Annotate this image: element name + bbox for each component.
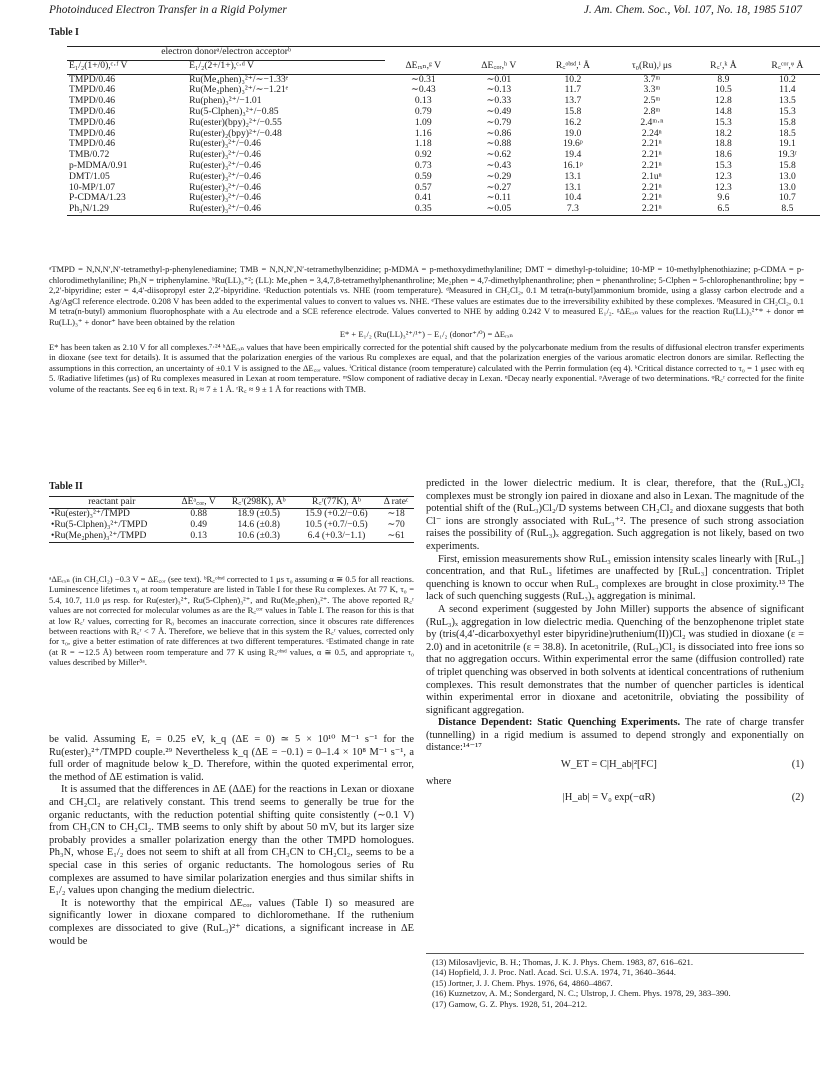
table2-title: Table II (49, 481, 83, 492)
table-cell: Ph₃N/1.29 (69, 203, 109, 215)
equation-2-body: |H_ab| = V₀ exp(−αR) (562, 792, 656, 804)
table-cell: 2.21ⁿ (641, 149, 662, 161)
table-cell: ∼0.27 (486, 181, 512, 193)
left-column (49, 734, 414, 948)
table-cell: 18.5 (779, 127, 796, 139)
table-row (49, 531, 414, 543)
table-cell: TMPD/0.46 (69, 105, 116, 117)
table-cell: 18.2 (715, 127, 732, 139)
table1-equation: E* + E₁/₂ (Ru(LL)₃²⁺/¹⁺) − E₁/₂ (donor⁺/⁰) = ΔEᵣₓₙ (339, 329, 514, 339)
table-cell: 3.3ᵐ (643, 84, 661, 96)
table2 (49, 496, 414, 543)
table-cell: 15.9 (+0.2/−0.6) (305, 509, 368, 519)
table-cell: 19.6ᵖ (562, 138, 583, 150)
table-row (49, 520, 414, 531)
equation-1-body: W_ET = C|H_ab|²[FC] (560, 759, 657, 771)
table-cell: 15.3 (779, 105, 796, 117)
equation-2-number: (2) (791, 792, 804, 804)
table-cell: Ru(Me₂phen)₃²⁺/∼−1.21ᵉ (189, 84, 289, 96)
table1-col-header: ΔEᵣₓₙ,ᵍ V (385, 60, 461, 74)
table-cell: 15.8 (779, 116, 796, 128)
table-cell: Ru(ester)(bpy)₂²⁺/−0.55 (189, 116, 282, 128)
table-cell: 12.3 (715, 181, 732, 193)
table1-col-header: ΔE꜀ₒᵣ,ʰ V (461, 60, 536, 74)
table-row (67, 107, 820, 118)
table-cell: Ru(ester)₃²⁺/−0.46 (189, 181, 261, 193)
table-cell: Ru(ester)₃²⁺/−0.46 (189, 138, 261, 150)
left-paragraph-3: It is noteworthy that the empirical ΔE꜀ₒᵣ values (Table I) so measured are significantly lower in dioxane compared to dichloromethane. If the ruthenium complexes are dissociated to give (RuL₃)²⁺ dications, a significant increase in ΔE would be (49, 897, 414, 947)
table-cell: 7.3 (566, 203, 579, 215)
table1-title: Table I (49, 27, 79, 38)
journal-citation: J. Am. Chem. Soc., Vol. 107, No. 18, 1985 5107 (583, 4, 802, 16)
table-cell: Ru(ester)₃²⁺/−0.46 (189, 149, 261, 161)
table1-group-header: electron donorᵃ/electron acceptorᵇ (67, 47, 385, 61)
table-cell: 2.21ⁿ (641, 192, 662, 204)
table-cell: Ru(5-Clphen)₃²⁺/−0.85 (189, 105, 279, 117)
table-cell: ∼61 (387, 531, 405, 541)
table-cell: Ru(ester)₂(bpy)²⁺/−0.48 (189, 127, 282, 139)
table-cell: 1.18 (414, 138, 432, 150)
table-cell: ∼0.05 (486, 203, 512, 215)
reference-16: (16) Kuznetzov, A. M.; Sondergard, N. C.; Ulstrop, J. Chem. Phys. 1978, 29, 383–390. (432, 988, 731, 999)
right-paragraph-1: predicted in the lower dielectric medium. It is clear, therefore, that the (RuL₃)Cl₂ complexes must be strongly ion paired in dioxane and also in Lexan. The magnitude of the potential shift of the (RuL₃)Cl₂/D systems between CH₂Cl₂ and dioxane suggests that both Cl⁻ ions are strongly associated with RuL₃⁺². The presence of such strong association raises the possibility of (RuL₃)ₓ aggregation. Such aggregation is not likely, based on two experiments. (426, 478, 804, 552)
table-cell: 3.7ᵐ (643, 73, 661, 85)
table-cell: 14.6 (±0.8) (237, 520, 280, 530)
table-row (67, 161, 820, 172)
table-cell: 13.1 (564, 181, 582, 193)
table-row (67, 74, 820, 85)
table1-col-header: R꜀ᵒᵇˢᵈ,ⁱ Å (536, 60, 609, 74)
table-cell: ∼0.01 (486, 73, 512, 85)
table-cell: 10-MP/1.07 (69, 181, 116, 193)
table-cell: 10.2 (779, 73, 796, 85)
table-cell: 14.8 (715, 105, 732, 117)
table-cell: 8.9 (717, 73, 730, 85)
where-label: where (426, 775, 452, 787)
table2-col-header: ΔEᵃ꜀ₒᵣ, V (181, 497, 216, 507)
table-cell: 10.6 (±0.3) (237, 531, 280, 541)
table-cell: ∼0.11 (486, 192, 512, 204)
table-cell: 2.21ⁿ (641, 159, 662, 171)
table-cell: TMPD/0.46 (69, 127, 116, 139)
right-paragraph-4 (426, 717, 804, 755)
table-cell: 13.1 (564, 170, 582, 182)
table-cell: ∼0.88 (486, 138, 512, 150)
table-cell: TMPD/0.46 (69, 84, 116, 96)
table-cell: 0.41 (414, 192, 432, 204)
table-row (67, 96, 820, 107)
table-cell: 12.8 (715, 95, 732, 107)
table-cell: Ru(ester)₃²⁺/−0.46 (189, 170, 261, 182)
table2-col-header: Δ rateᶜ (383, 497, 409, 507)
table-cell: 10.2 (564, 73, 582, 85)
table-cell: 10.5 (715, 84, 732, 96)
table-cell: 19.4 (564, 149, 582, 161)
table-cell: 8.5 (781, 203, 794, 215)
table-cell: ∼0.79 (486, 116, 512, 128)
table-cell: 6.5 (717, 203, 730, 215)
table-cell: 13.0 (779, 181, 796, 193)
table-row (49, 509, 414, 521)
table-cell: ∼0.33 (486, 95, 512, 107)
table-cell: 18.8 (715, 138, 732, 150)
table-cell: 2.21ⁿ (641, 203, 662, 215)
table-cell: 0.57 (414, 181, 432, 193)
table-row (67, 85, 820, 96)
table1-col-header: R꜀ᶜᵒʳ,ᵠ Å (753, 60, 820, 74)
reference-13: (13) Milosavljevic, B. H.; Thomas, J. K. J. Phys. Chem. 1983, 87, 616–621. (432, 957, 693, 967)
section-heading: Distance Dependent: Static Quenching Experiments. (438, 717, 681, 729)
references (426, 953, 804, 1009)
table-row (67, 139, 820, 150)
table-cell: ∼0.62 (486, 149, 512, 161)
table-cell: •Ru(ester)₃²⁺/TMPD (51, 509, 130, 519)
table-cell: 1.16 (414, 127, 432, 139)
table1-col-header: E₁/₂(2+/1+),ᶜ·ᵈ V (187, 60, 385, 74)
table-cell: 10.7 (779, 192, 796, 204)
table-cell: TMPD/0.46 (69, 73, 116, 85)
table-cell: 15.8 (779, 159, 796, 171)
table-cell: 0.88 (190, 509, 207, 519)
table1 (67, 46, 820, 216)
right-paragraph-3: A second experiment (suggested by John Miller) supports the absence of significant (RuL₃)ₓ aggregation in low dielectric media. Quenching of the benzophenone triplet state by (tris(4,4′-dicarboxyethyl ester bipyridine)ruthenium(II))Cl₂ was studied in dioxane (ε = 2.0) and in acetonitrile (ε = 38.8). In acetonitrile, (RuL₃)Cl₂ is dissociated into free ions so that no aggregation occurs. Within experimental error the same (diffusion controlled) rate of triplet quenching was observed in both solvents at identical concentrations of ruthenium complexes. This result demonstrates that the number of quencher particles is identical within experimental error in dioxane and acetonitrile, obviating the possibility of significant aggregation. (426, 603, 804, 716)
table1-col-header: R꜀ʳ,ᵏ Å (694, 60, 753, 74)
table-cell: 11.7 (564, 84, 582, 96)
table-cell: ∼0.29 (486, 170, 512, 182)
right-paragraph-2: First, emission measurements show RuL₃ emission intensity scales linearly with [RuL₃] concentration, and that RuL₃ lifetimes are unaffected by [RuL₃] concentration. Triplet quenching is known to occur when RuL₃ complexes are brought in close proximity.¹³ The lack of such quenching suggests (RuL₃)ₓ aggregation is minimal. (426, 553, 804, 603)
table-cell: 2.8ᵐ (643, 105, 661, 117)
table-row (67, 183, 820, 194)
table-cell: TMPD/0.46 (69, 95, 116, 107)
table-cell: ∼0.31 (410, 73, 436, 85)
table-cell: Ru(ester)₃²⁺/−0.46 (189, 159, 261, 171)
table-cell: p-MDMA/0.91 (69, 159, 128, 171)
table-cell: 9.6 (717, 192, 730, 204)
table-cell: ∼0.49 (486, 105, 512, 117)
reference-17: (17) Gamow, G. Z. Phys. 1928, 51, 204–212. (432, 998, 588, 1009)
table-cell: TMPD/0.46 (69, 138, 116, 150)
table2-footnote: ᵃΔEᵣₓₙ (in CH₂Cl₂) −0.3 V = ΔE꜀ₒᵣ (see text). ᵇR꜀ᵒᵇˢᵈ corrected to 1 μs τ₀ assuming α ≅ 0.5 for all reactions. Luminescence lifetimes τ₀ at room temperature are listed in Table I for these Ru complexes. At 77 K, τ₀ = 5.4, 10.7, 11.0 μs resp. for Ru(ester)₃²⁺, Ru(5-Clphen)₃²⁺, and Ru(Me₂phen)₃²⁺. The above reported R꜀ʳ values are not corrected for molecular volumes as are the R꜀ᶜᵒʳ values in Table I. The reason for this is that at low R꜀ʳ values, correcting for R₀ becomes an inaccurate correction, since it obscures rate differences between reactions with R꜀ʳ < 7 Å. Therefore, we believe that in this system the R꜀ʳ values, corrected only for τ₀, give a better estimation of rate differences at two different temperatures. ᶜEstimated change in rate (at R = ∼12.5 Å) between room temperature and 77 K using R꜀ᵒᵇˢᵈ values, α ≅ 0.5, and appropriate τ₀ values described by Miller⁵ᵃ. (49, 574, 414, 668)
table-row (67, 150, 820, 161)
left-paragraph-1: be valid. Assuming Eᵣ = 0.25 eV, k_q (ΔE = 0) ≃ 5 × 10¹⁰ M⁻¹ s⁻¹ for the Ru(ester)₃²⁺/TMPD couple.²⁹ Nevertheless k_q (ΔE = −0.1) = 0–1.4 × 10⁸ M⁻¹ s⁻¹, a full order of magnitude below k_D. Therefore, within the quoted experimental error, the method of ΔE estimation is valid. (49, 734, 414, 783)
table-cell: 15.3 (715, 159, 732, 171)
table-cell: •Ru(Me₂phen)₃²⁺/TMPD (51, 531, 147, 541)
table-cell: 16.2 (564, 116, 582, 128)
table-cell: 19.1 (779, 138, 796, 150)
table-cell: ∼0.13 (486, 84, 512, 96)
table1-col-header: τ₀(Ru),ʲ μs (610, 60, 695, 74)
table-cell: ∼0.43 (486, 159, 512, 171)
table-cell: 16.1ᵖ (562, 159, 583, 171)
equation-2 (426, 792, 804, 805)
table-row (67, 172, 820, 183)
table-cell: Ru(phen)₃²⁺/−1.01 (189, 95, 262, 107)
right-column (426, 478, 804, 809)
table-cell: ∼18 (387, 509, 405, 519)
table2-col-header: R꜀ʳ(77K), Åᵇ (311, 497, 361, 507)
table-cell: ∼0.86 (486, 127, 512, 139)
table-cell: 0.79 (414, 105, 432, 117)
table-cell: DMT/1.05 (69, 170, 110, 182)
table-cell: Ru(Me₄phen)₃²⁺/∼−1.33ᵉ (189, 73, 289, 85)
table-cell: 0.92 (414, 149, 432, 161)
table-cell: 0.13 (190, 531, 207, 541)
table-cell: 13.0 (779, 170, 796, 182)
table-cell: 18.6 (715, 149, 732, 161)
table-cell: 10.4 (564, 192, 582, 204)
table-row (67, 193, 820, 204)
table-cell: Ru(ester)₃²⁺/−0.46 (189, 203, 261, 215)
equation-1 (426, 759, 804, 772)
table-row (67, 118, 820, 129)
table-row (67, 204, 820, 215)
table-cell: TMB/0.72 (69, 149, 110, 161)
table-cell: 13.7 (564, 95, 582, 107)
table-cell: TMPD/0.46 (69, 116, 116, 128)
table-cell: 0.35 (414, 203, 432, 215)
table2-col-header: R꜀ʳ(298K), Åᵇ (231, 497, 286, 507)
equation-1-number: (1) (791, 759, 804, 771)
reference-14: (14) Hopfield, J. J. Proc. Natl. Acad. Sci. U.S.A. 1974, 71, 3640–3644. (432, 967, 676, 978)
table-cell: Ru(ester)₃²⁺/−0.46 (189, 192, 261, 204)
table-cell: 6.4 (+0.3/−1.1) (307, 531, 366, 541)
table-cell: 15.3 (715, 116, 732, 128)
table-cell: ∼70 (387, 520, 405, 530)
table2-col-header: reactant pair (88, 497, 136, 507)
right-paragraph-4-text: The rate of charge transfer (tunnelling) in a rigid medium is assumed to depend strongly and exponentially on distance:¹⁴⁻¹⁷ (426, 717, 804, 754)
table-cell: 2.21ⁿ (641, 138, 662, 150)
table1-header-row (67, 60, 820, 74)
table-cell: 12.3 (715, 170, 732, 182)
table-cell: 2.5ᵐ (643, 95, 661, 107)
table-cell: 19.0 (564, 127, 582, 139)
left-paragraph-2: It is assumed that the differences in ΔE (ΔΔE) for the reactions in Lexan or dioxane and CH₂Cl₂ are relatively constant. This trend seems to generally be true for the organic reductants, with the reduction potential shifting quite consistently (∼0.1 V) from CH₃CN to CH₂Cl₂. TMB seems to only shift by about 50 mV, but its larger size probably provides a smaller polarization energy than the other TMPD homologues. Ph₃N, whose E₁/₂ does not seem to shift at all from CH₃CN to CH₂Cl₂, seems to be a special case in this series of organic reductants. The homologous series of Ru complexes are assumed to have similar polarization energies and thus similar shifts in E₁/₂ values upon changing the medium dielectric. (49, 784, 414, 897)
table-cell: 19.3ʳ (777, 149, 797, 161)
table-cell: 18.9 (±0.5) (237, 509, 280, 519)
running-title: Photoinduced Electron Transfer in a Rigid Polymer (49, 4, 287, 16)
table-cell: 15.8 (564, 105, 582, 117)
reference-15: (15) Jortner, J. J. Chem. Phys. 1976, 64, 4860–4867. (432, 977, 613, 988)
table-cell: 2.24ⁿ (641, 127, 662, 139)
table2-body (49, 509, 414, 543)
table-cell: 0.49 (190, 520, 207, 530)
table-cell: 0.59 (414, 170, 432, 182)
table-row (67, 129, 820, 140)
table-cell: 11.4 (779, 84, 796, 96)
running-header (49, 4, 802, 16)
table-cell: •Ru(5-Clphen)₃²⁺/TMPD (51, 520, 148, 530)
table-cell: 2.4ᵐ·ⁿ (640, 116, 664, 128)
table1-footnote-b: E* has been taken as 2.10 V for all complexes.⁷·²⁴ ʰΔEᵣₓₙ values that have been empirically corrected for the potential shift caused by the polycarbonate medium from the results of diffusional electron transfer experiments in dioxane (see text for details). It is assumed that the polarization energies of the various Ru complexes are equal, and that the polarization energies of the various aromatic electron donors are similar. Reflecting the assumptions in this correction, an uncertainty of ±0.1 V is assigned to the ΔE꜀ₒᵣ values. ⁱCritical distance (room temperature) calculated with the Perrin formulation (eq 4). ᵏCritical distance corrected to τ₀ = 1 μsec with eq 5. ʲRadiative lifetimes (μs) of Ru complexes measured in Lexan at room temperature. ᵐSlow component of radiative decay in Lexan. ⁿDecay nearly exponential. ᵖAverage of two determinations. ᵠR꜀ʳ corrected for the finite volume of the reactants. See eq 6 in text. Rⱼ ≈ 7 ± 1 Å. ʳR꜀ ≈ 9 ± 1 Å for reactions with TMB. (49, 341, 804, 394)
table-cell: 0.13 (414, 95, 432, 107)
table-cell: 1.09 (414, 116, 432, 128)
table1-col-header: E₁/₂(1+/0),ᶜ·ᶠ V (67, 60, 187, 74)
table-cell: 2.1uⁿ (641, 170, 662, 182)
table2-header-row (49, 497, 414, 509)
table-cell: ∼0.43 (410, 84, 436, 96)
table-cell: 13.5 (779, 95, 796, 107)
table-cell: 10.5 (+0.7/−0.5) (305, 520, 368, 530)
table-cell: 2.21ⁿ (641, 181, 662, 193)
table-cell: 0.73 (414, 159, 432, 171)
table1-footnotes (49, 264, 804, 394)
table1-body (67, 74, 820, 215)
table1-footnote-a: ᵃTMPD = N,N,N′,N′-tetramethyl-p-phenylenediamine; TMB = N,N,N′,N′-tetramethylbenzidine; p-MDMA = p-methoxydimethylaniline; DMT = dimethyl-p-toluidine; 10-MP = 10-methylphenothiazine; p-CDMA = p-chlorodimethylaniline; Ph₃N = triphenylamine. ᵇRu(LL)₃⁺²; (LL): Me₄phen = 3,4,7,8-tetramethylphenanthroline; Me₂phen = 4,7-dimethylphenanthroline; phen = phenanthroline; 5-Clphen = 5-chlorophenanthroline; bpy = 2,2′-bipyridine; ester = 4,4′-diisopropyl ester 2,2′-bipyridine. ᶜReduction potentials vs. NHE (room temperature). ᵈMeasured in CH₂Cl₂, 0.1 M tetra(n-butyl)ammonium bromide, using a glassy carbon electrode and a Ag/AgCl reference electrode. 0.208 V has been added to the experimental values to convert to values vs. NHE. ᵉThese values are estimates due to the irreversibility exhibited by these complexes. ᶠMeasured in CH₂Cl₂, 0.1 M tetra(n-butyl) ammonium fluorophosphate with a Au electrode and a SCE reference electrode. Values converted to NHE by adding 0.242 V to measured E₁/₂. ᵍΔEᵣₓₙ values for the reaction Ru(LL)₃²⁺* + donor ⇌ Ru(LL)₃⁺ + donor⁺ have been obtained by the relation (49, 264, 804, 327)
table-cell: P-CDMA/1.23 (69, 192, 126, 204)
